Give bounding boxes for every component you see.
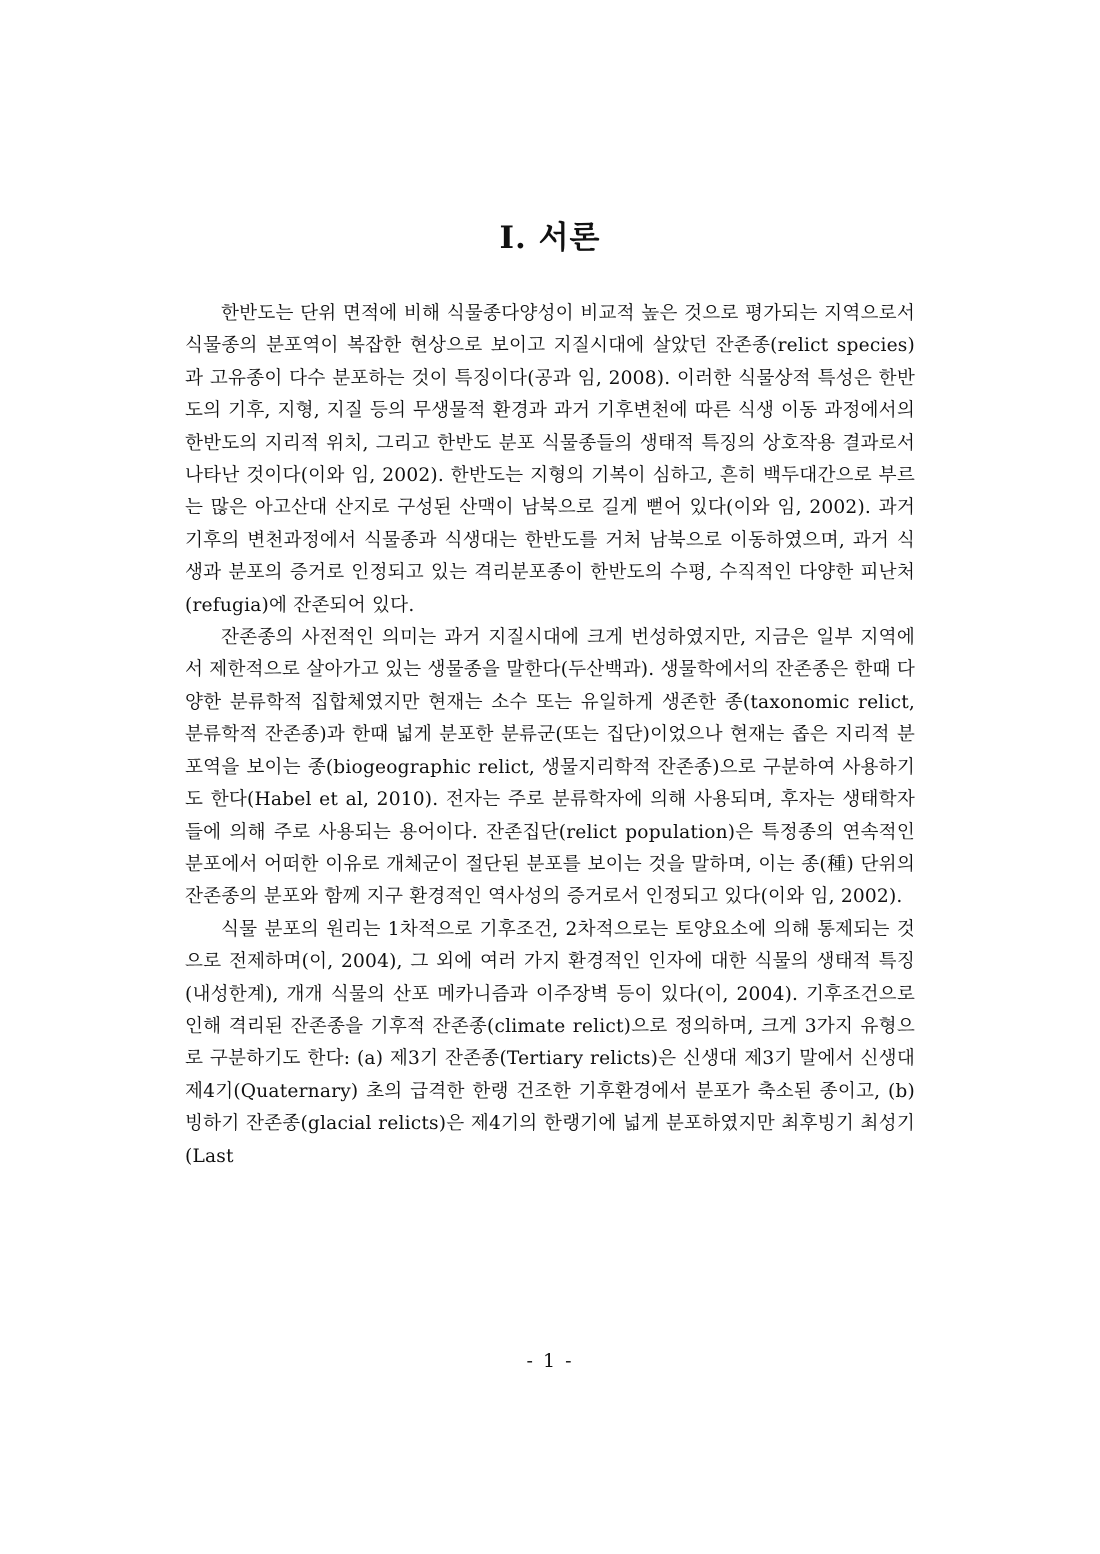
section-title: I. 서론 <box>499 220 601 256</box>
paragraph-3: 식물 분포의 원리는 1차적으로 기후조건, 2차적으로는 토양요소에 의해 통제되는 것으로 전제하며(이, 2004), 그 외에 여러 가지 환경적인 인자에 대한 식물의 생태적 특징(내성한계), 개개 식물의 산포 메카니즘과 이주장벽 등이 있다(이, 2004). 기후조건으로 인해 격리된 잔존종을 기후적 잔존종(climate relict)으로 정의하며, 크게 3가지 유형으로 구분하기도 한다: (a) 제3기 잔존종(Tertiary relicts)은 신생대 제3기 말에서 신생대 제4기(Quaternary) 초의 급격한 한랭 건조한 기후환경에서 분포가 축소된 종이고, (b) 빙하기 잔존종(glacial relicts)은 제4기의 한랭기에 넓게 분포하였지만 최후빙기 최성기(Last <box>185 918 915 1167</box>
page-number: - 1 - <box>526 1350 574 1372</box>
body-text <box>185 298 915 1173</box>
paragraph-2: 잔존종의 사전적인 의미는 과거 지질시대에 크게 번성하였지만, 지금은 일부 지역에서 제한적으로 살아가고 있는 생물종을 말한다(두산백과). 생물학에서의 잔존종은 한때 다양한 분류학적 집합체였지만 현재는 소수 또는 유일하게 생존한 종(taxonomic relict, 분류학적 잔존종)과 한때 넓게 분포한 분류군(또는 집단)이었으나 현재는 좁은 지리적 분포역을 보이는 종(biogeographic relict, 생물지리학적 잔존종)으로 구분하여 사용하기도 한다(Habel et al, 2010). 전자는 주로 분류학자에 의해 사용되며, 후자는 생태학자들에 의해 주로 사용되는 용어이다. 잔존집단(relict population)은 특정종의 연속적인 분포에서 어떠한 이유로 개체군이 절단된 분포를 보이는 것을 말하며, 이는 종(種) 단위의 잔존종의 분포와 함께 지구 환경적인 역사성의 증거로서 인정되고 있다(이와 임, 2002). <box>185 627 915 908</box>
paragraph-1: 한반도는 단위 면적에 비해 식물종다양성이 비교적 높은 것으로 평가되는 지역으로서 식물종의 분포역이 복잡한 현상으로 보이고 지질시대에 살았던 잔존종(relict species)과 고유종이 다수 분포하는 것이 특징이다(공과 임, 2008). 이러한 식물상적 특성은 한반도의 기후, 지형, 지질 등의 무생물적 환경과 과거 기후변천에 따른 식생 이동 과정에서의 한반도의 지리적 위치, 그리고 한반도 분포 식물종들의 생태적 특징의 상호작용 결과로서 나타난 것이다(이와 임, 2002). 한반도는 지형의 기복이 심하고, 흔히 백두대간으로 부르는 많은 아고산대 산지로 구성된 산맥이 남북으로 길게 뻗어 있다(이와 임, 2002). 과거 기후의 변천과정에서 식물종과 식생대는 한반도를 거처 남북으로 이동하였으며, 과거 식생과 분포의 증거로 인정되고 있는 격리분포종이 한반도의 수평, 수직적인 다양한 피난처(refugia)에 잔존되어 있다. <box>185 303 915 616</box>
